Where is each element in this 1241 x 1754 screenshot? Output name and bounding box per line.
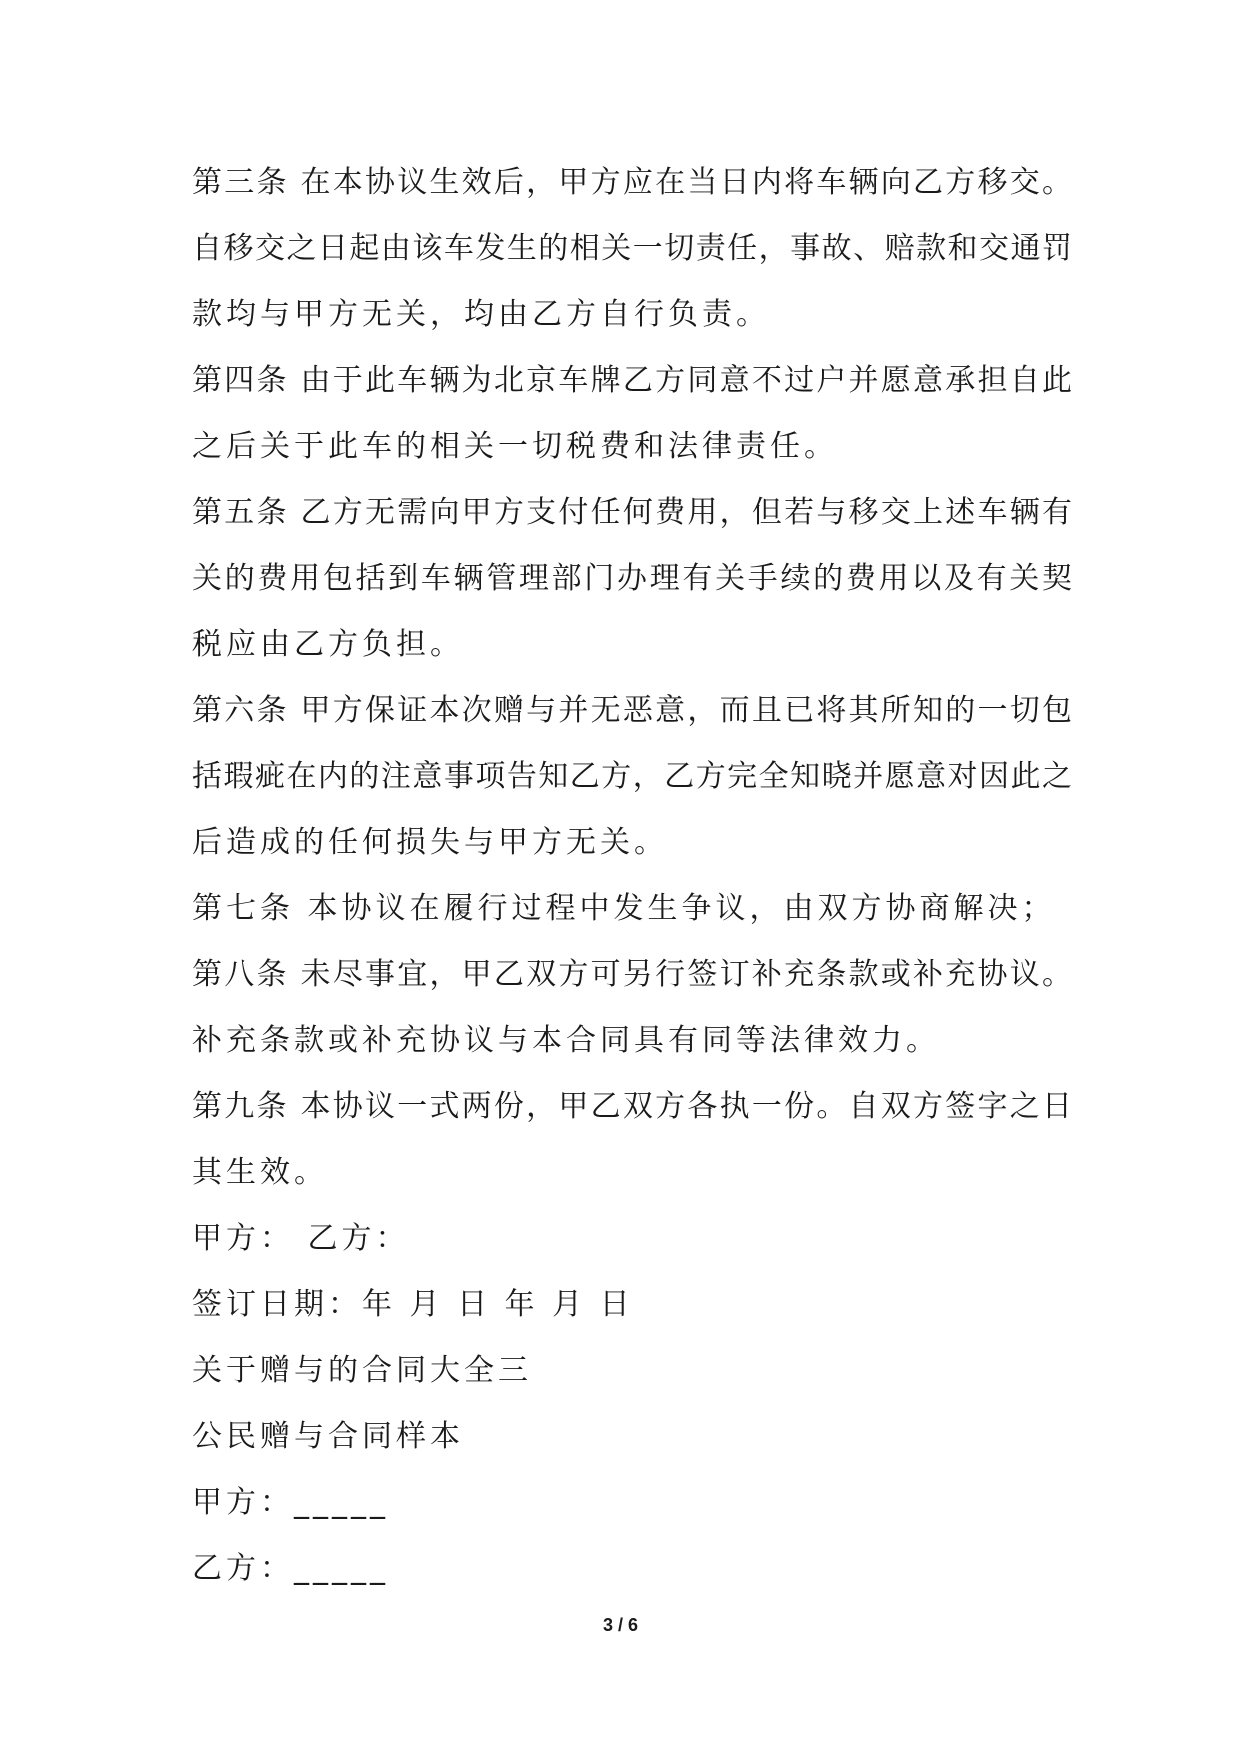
party-a-field: 甲方：_____ [192,1485,389,1520]
clause-3-line-2: 自移交之日起由该车发生的相关一切责任，事故、赔款和交通罚 [192,231,1072,266]
clause-9-line-2: 其生效。 [192,1155,328,1190]
clause-7-line-1: 第七条 本协议在履行过程中发生争议，由双方协商解决； [192,891,1056,926]
clause-3-line-3: 款均与甲方无关，均由乙方自行负责。 [192,297,770,332]
clause-4-line-2: 之后关于此车的相关一切税费和法律责任。 [192,429,838,464]
party-signature-line: 甲方： 乙方： [192,1221,410,1256]
clause-5-line-3: 税应由乙方负担。 [192,627,464,662]
section-heading: 关于赠与的合同大全三 [192,1353,532,1388]
signing-date-line: 签订日期：年 月 日 年 月 日 [192,1287,634,1322]
page-number: 3 / 6 [602,1615,639,1635]
clause-8-line-1: 第八条 未尽事宜，甲乙双方可另行签订补充条款或补充协议。 [192,957,1072,992]
party-b-field: 乙方：_____ [192,1551,389,1586]
clause-8-line-2: 补充条款或补充协议与本合同具有同等法律效力。 [192,1023,940,1058]
contract-title: 公民赠与合同样本 [192,1419,464,1454]
clause-5-line-2: 关的费用包括到车辆管理部门办理有关手续的费用以及有关契 [192,561,1072,596]
clause-5-line-1: 第五条 乙方无需向甲方支付任何费用，但若与移交上述车辆有 [192,495,1072,530]
clause-6-line-2: 括瑕疵在内的注意事项告知乙方，乙方完全知晓并愿意对因此之 [192,759,1072,794]
clause-6-line-1: 第六条 甲方保证本次赠与并无恶意，而且已将其所知的一切包 [192,693,1072,728]
clause-4-line-1: 第四条 由于此车辆为北京车牌乙方同意不过户并愿意承担自此 [192,363,1072,398]
clause-9-line-1: 第九条 本协议一式两份，甲乙双方各执一份。自双方签字之日 [192,1089,1072,1124]
document-body [192,150,1072,1602]
clause-3-line-1: 第三条 在本协议生效后，甲方应在当日内将车辆向乙方移交。 [192,165,1072,200]
clause-6-line-3: 后造成的任何损失与甲方无关。 [192,825,668,860]
